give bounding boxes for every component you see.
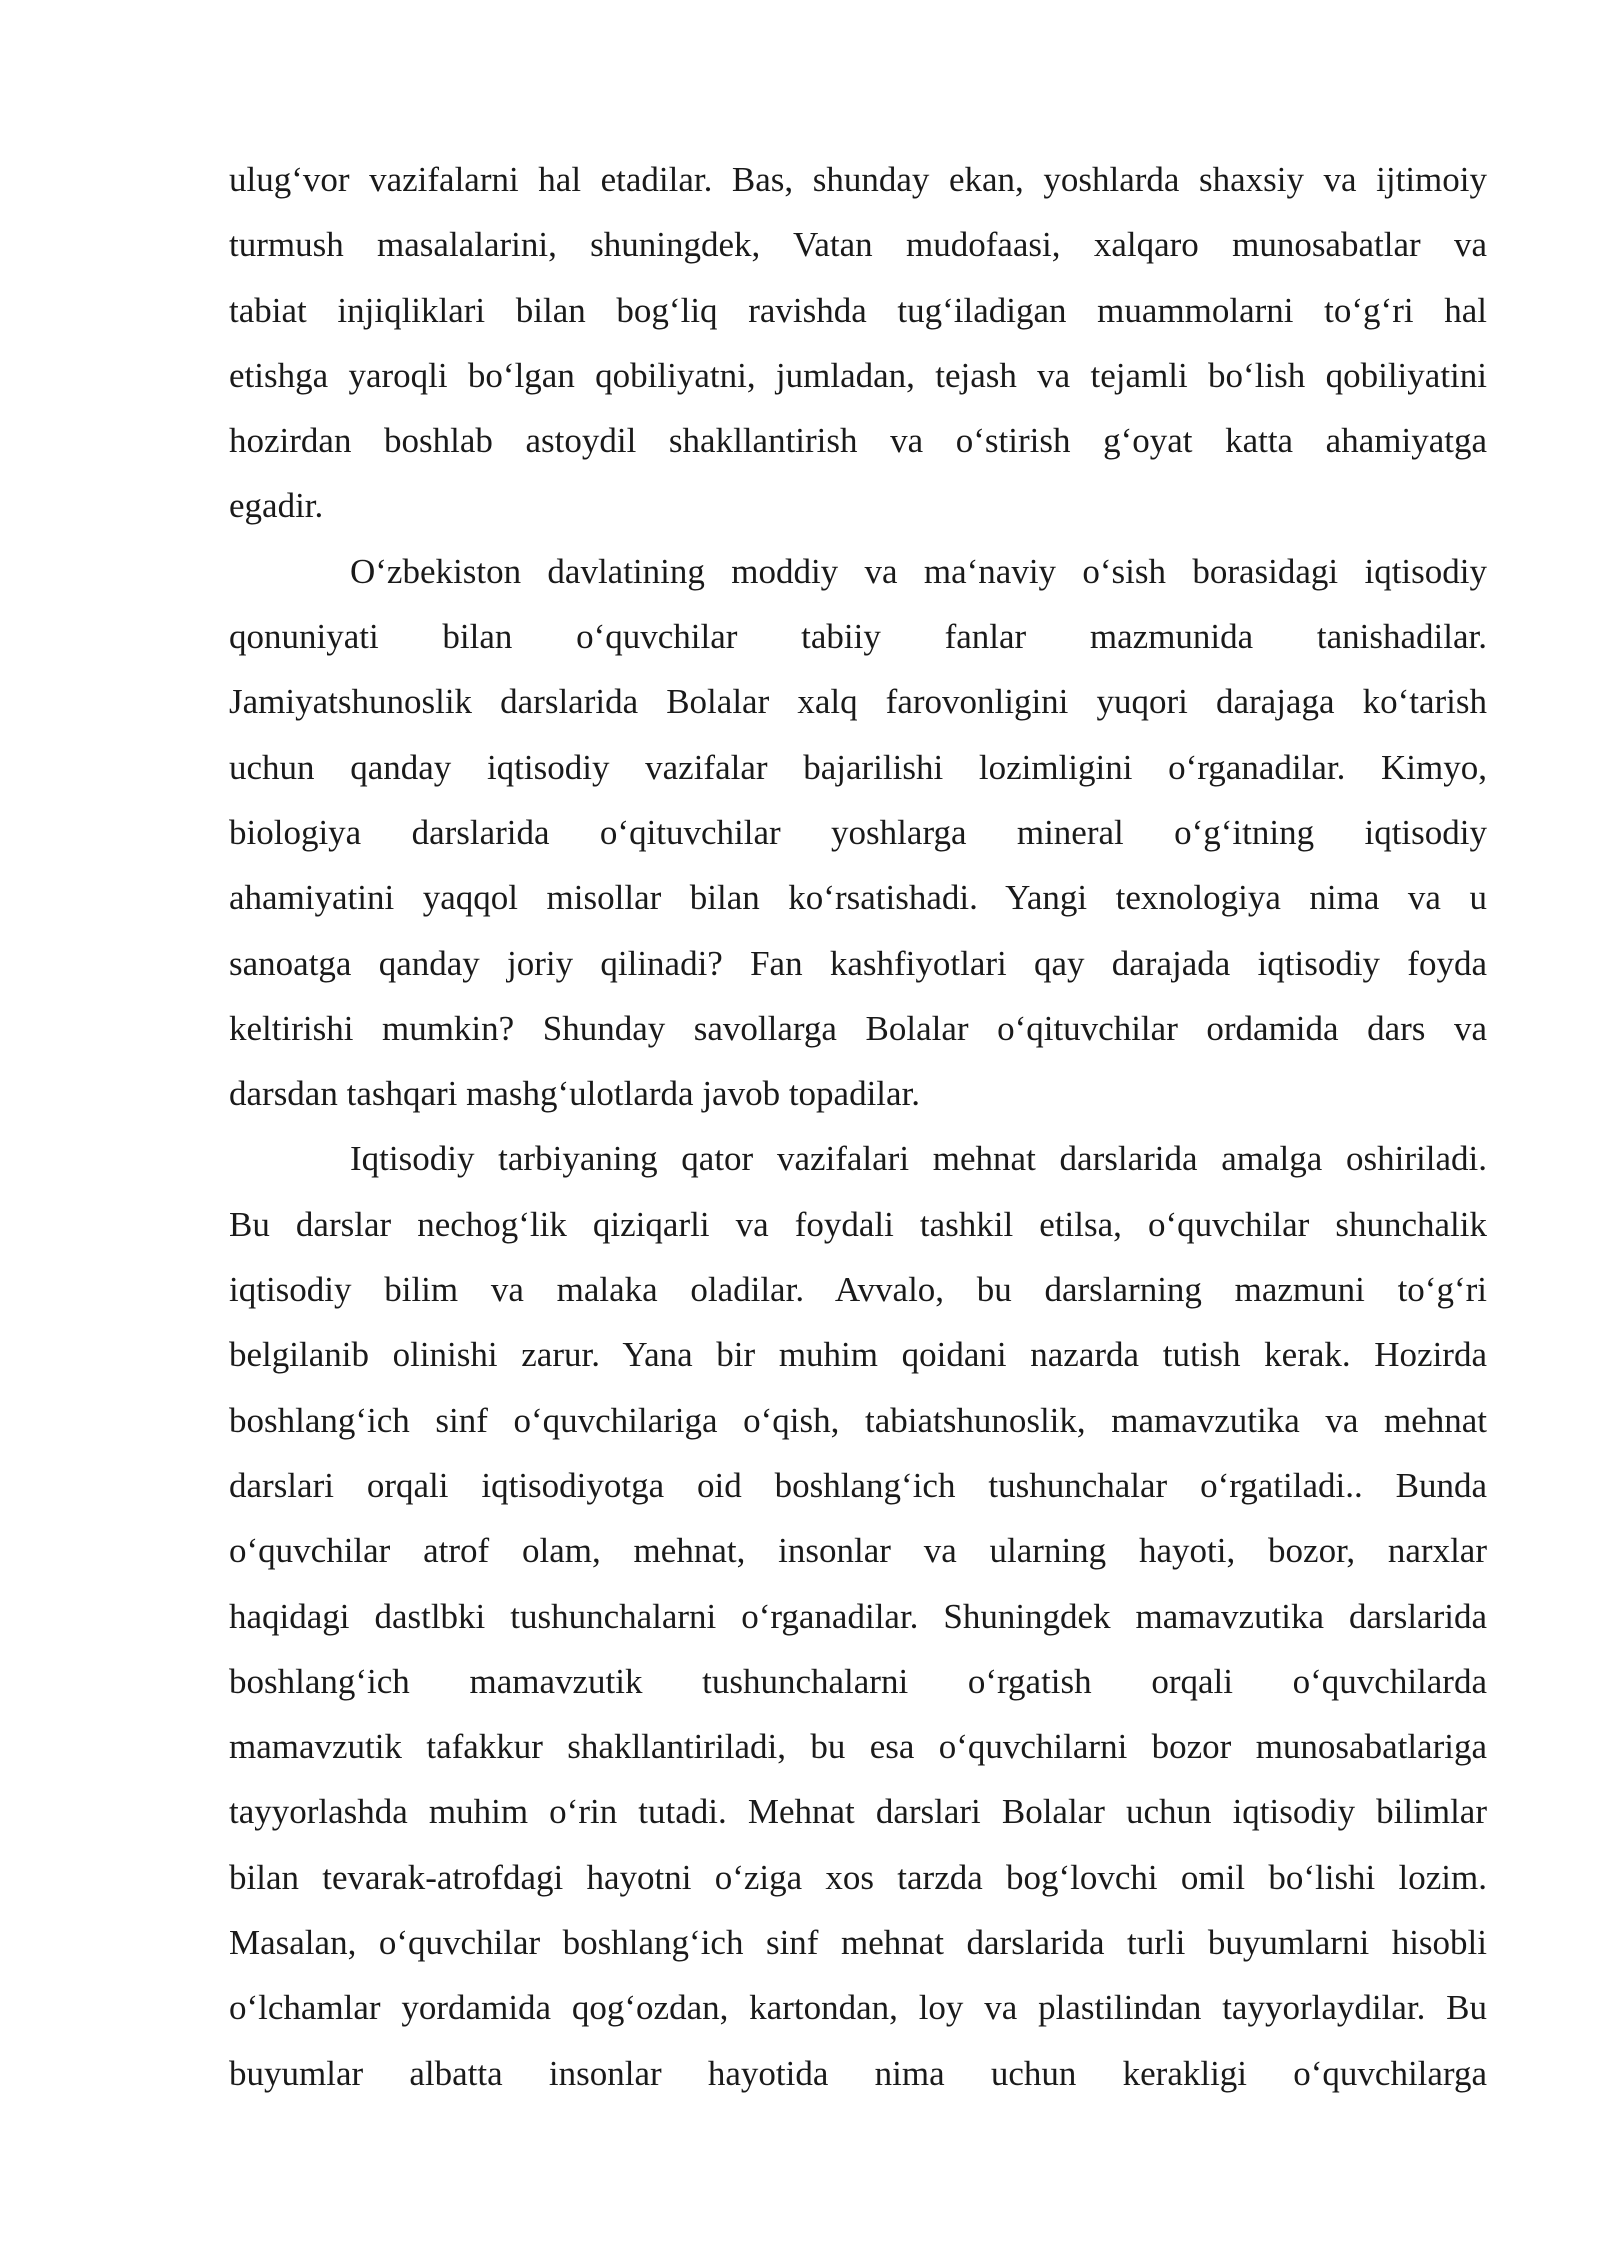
text-line: tabiat injiqliklari bilan bog‘liq ravishda tug‘iladigan muammolarni to‘g‘ri hal: [229, 290, 1487, 330]
text-line: ahamiyatini yaqqol misollar bilan ko‘rsatishadi. Yangi texnologiya nima va u: [229, 878, 1487, 918]
text-line: buyumlar albatta insonlar hayotida nima uchun kerakligi o‘quvchilarga: [229, 2053, 1487, 2093]
text-line: iqtisodiy bilim va malaka oladilar. Avvalo, bu darslarning mazmuni to‘g‘ri: [229, 1270, 1487, 1310]
text-line: turmush masalalarini, shuningdek, Vatan mudofaasi, xalqaro munosabatlar va: [229, 225, 1487, 265]
text-line: Jamiyatshunoslik darslarida Bolalar xalq farovonligini yuqori darajaga ko‘tarish: [229, 682, 1487, 722]
text-line: O‘zbekiston davlatining moddiy va ma‘naviy o‘sish borasidagi iqtisodiy: [350, 551, 1487, 591]
text-line: darsdan tashqari mashg‘ulotlarda javob topadilar.: [229, 1074, 921, 1114]
text-line: egadir.: [229, 486, 324, 526]
text-line: o‘quvchilar atrof olam, mehnat, insonlar va ularning hayoti, bozor, narxlar: [229, 1531, 1487, 1571]
text-line: bilan tevarak-atrofdagi hayotni o‘ziga xos tarzda bog‘lovchi omil bo‘lishi lozim.: [229, 1857, 1487, 1897]
paragraph: [229, 1126, 1487, 2105]
text-line: boshlang‘ich mamavzutik tushunchalarni o‘rgatish orqali o‘quvchilarda: [229, 1661, 1487, 1701]
text-line: hozirdan boshlab astoydil shakllantirish va o‘stirish g‘oyat katta ahamiyatga: [229, 421, 1487, 461]
text-line: Bu darslar nechog‘lik qiziqarli va foydali tashkil etilsa, o‘quvchilar shunchalik: [229, 1204, 1487, 1244]
text-line: ulug‘vor vazifalarni hal etadilar. Bas, shunday ekan, yoshlarda shaxsiy va ijtimoiy: [229, 160, 1487, 199]
text-line: o‘lchamlar yordamida qog‘ozdan, kartondan, loy va plastilindan tayyorlaydilar. Bu: [229, 1988, 1487, 2028]
text-line: Iqtisodiy tarbiyaning qator vazifalari mehnat darslarida amalga oshiriladi.: [350, 1139, 1487, 1179]
text-line: darslari orqali iqtisodiyotga oid boshlang‘ich tushunchalar o‘rgatiladi.. Bunda: [229, 1465, 1487, 1505]
text-line: keltirishi mumkin? Shunday savollarga Bolalar o‘qituvchilar ordamida dars va: [229, 1008, 1487, 1048]
text-line: haqidagi dastlbki tushunchalarni o‘rganadilar. Shuningdek mamavzutika darslarida: [229, 1596, 1487, 1636]
paragraph: [229, 539, 1487, 1127]
text-line: uchun qanday iqtisodiy vazifalar bajarilishi lozimligini o‘rganadilar. Kimyo,: [229, 747, 1487, 787]
text-line: tayyorlashda muhim o‘rin tutadi. Mehnat darslari Bolalar uchun iqtisodiy bilimlar: [229, 1792, 1487, 1832]
text-line: boshlang‘ich sinf o‘quvchilariga o‘qish, tabiatshunoslik, mamavzutika va mehnat: [229, 1400, 1487, 1440]
document-body: [229, 147, 1487, 2106]
text-line: biologiya darslarida o‘qituvchilar yoshlarga mineral o‘g‘itning iqtisodiy: [229, 812, 1487, 852]
text-line: qonuniyati bilan o‘quvchilar tabiiy fanlar mazmunida tanishadilar.: [229, 617, 1487, 657]
text-line: Masalan, o‘quvchilar boshlang‘ich sinf mehnat darslarida turli buyumlarni hisobli: [229, 1923, 1487, 1963]
text-line: sanoatga qanday joriy qilinadi? Fan kashfiyotlari qay darajada iqtisodiy foyda: [229, 943, 1487, 983]
text-line: mamavzutik tafakkur shakllantiriladi, bu esa o‘quvchilarni bozor munosabatlariga: [229, 1727, 1487, 1767]
paragraph: [229, 147, 1487, 539]
text-line: etishga yaroqli bo‘lgan qobiliyatni, jumladan, tejash va tejamli bo‘lish qobiliyatini: [229, 355, 1487, 395]
text-line: belgilanib olinishi zarur. Yana bir muhim qoidani nazarda tutish kerak. Hozirda: [229, 1335, 1487, 1375]
